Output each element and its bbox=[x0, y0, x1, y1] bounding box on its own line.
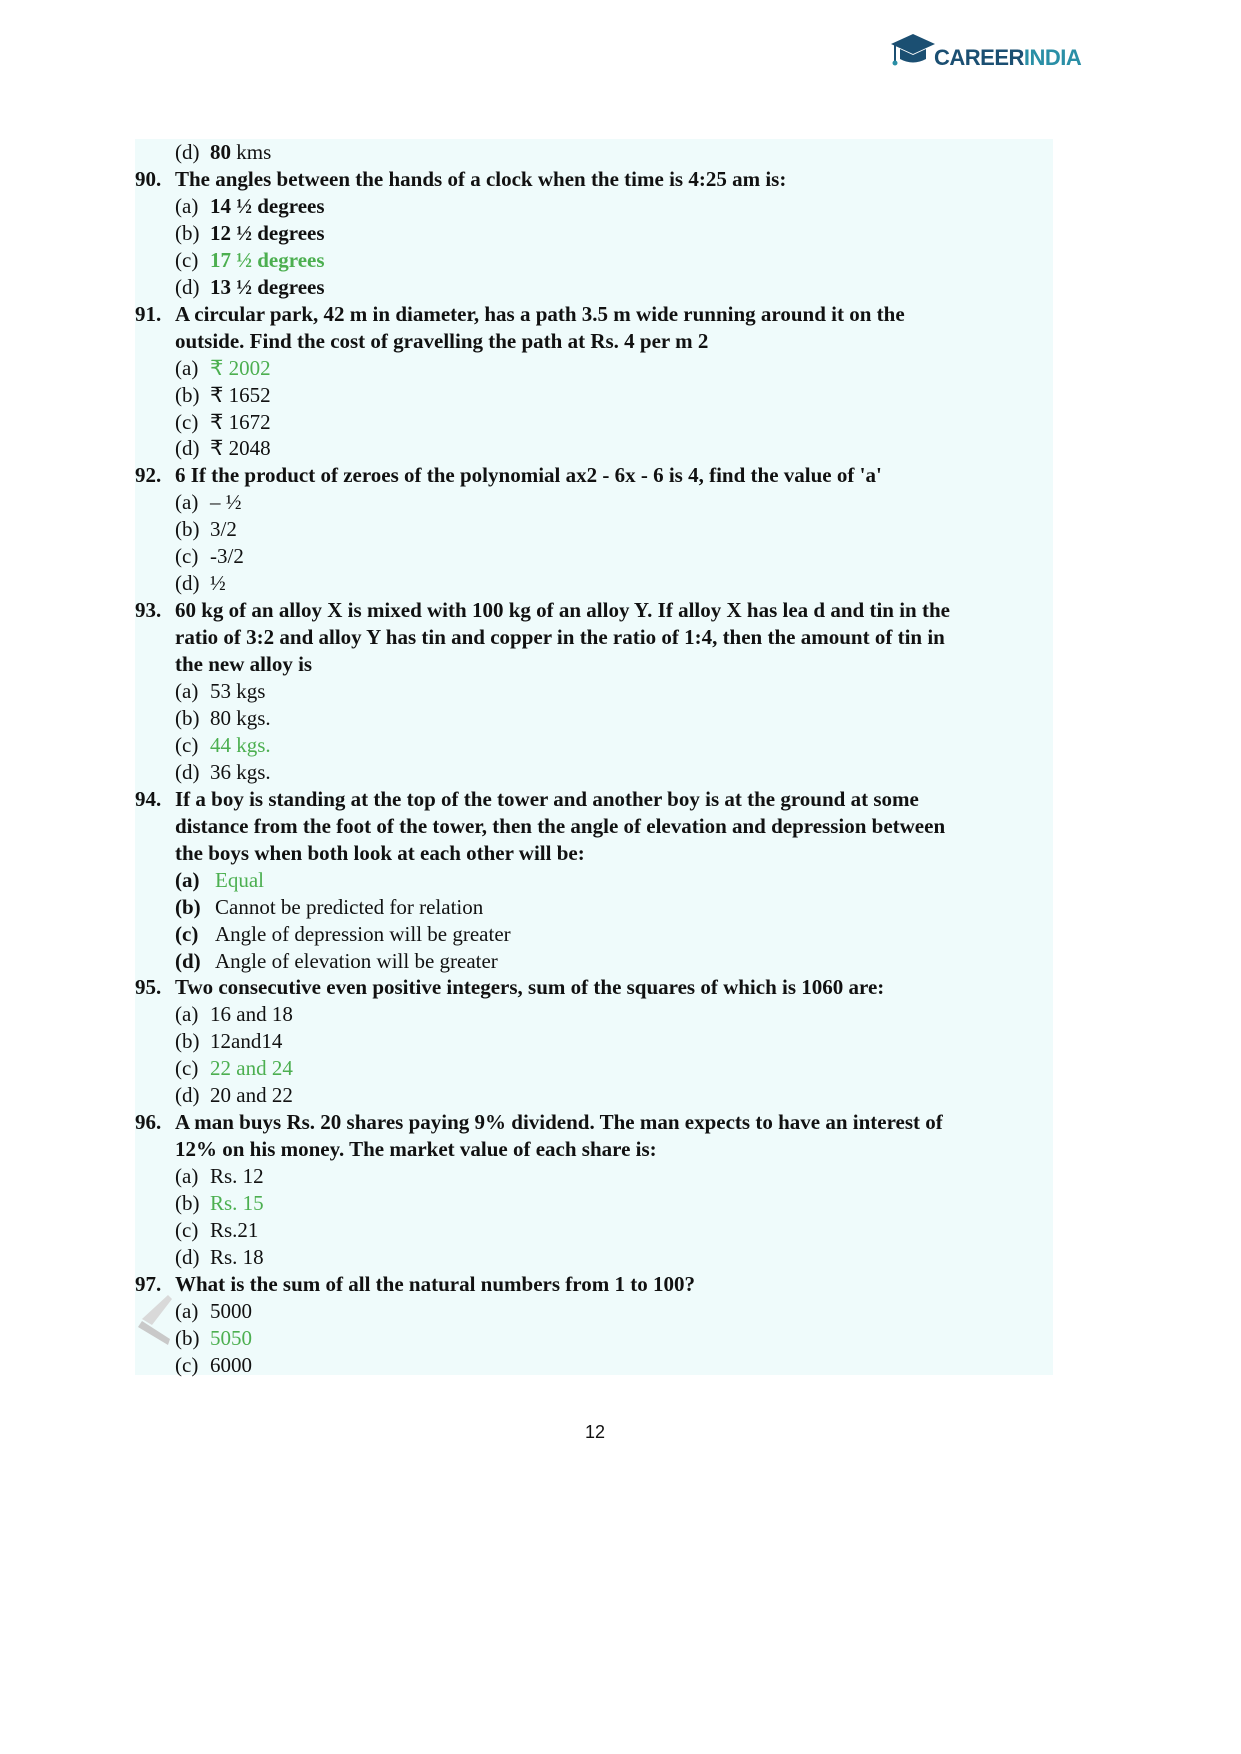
correct-option-text: 17 ½ degrees bbox=[210, 247, 325, 272]
option-text: 53 kgs bbox=[210, 679, 266, 703]
answer-option bbox=[175, 1082, 293, 1108]
option-label: (d) bbox=[175, 948, 201, 973]
answer-option bbox=[175, 409, 271, 435]
question-number: 90. bbox=[135, 166, 162, 191]
option-text: ₹ 1652 bbox=[210, 382, 271, 407]
option-label: (d) bbox=[175, 436, 200, 461]
option-text: 6000 bbox=[210, 1352, 252, 1377]
question-number: 94. bbox=[135, 786, 162, 811]
question-text: A circular park, 42 m in diameter, has a path 3.5 m wide running around it on the bbox=[175, 301, 905, 326]
answer-option bbox=[175, 382, 271, 408]
question-text: 6 If the product of zeroes of the polynomial ax2 - 6x - 6 is 4, find the value of 'a' bbox=[175, 463, 882, 488]
brand-word-career: CAREER bbox=[934, 45, 1024, 70]
question-text-continued: 12% on his money. The market value of each share is: bbox=[175, 1137, 657, 1162]
option-label: (a) bbox=[175, 1164, 199, 1189]
option-text: ½ bbox=[210, 571, 226, 596]
option-text: 80 bbox=[210, 140, 231, 164]
option-text: 3/2 bbox=[210, 517, 237, 542]
question-text: A man buys Rs. 20 shares paying 9% dividend. The man expects to have an interest of bbox=[175, 1110, 943, 1135]
question-line bbox=[135, 786, 919, 812]
graduation-cap-icon bbox=[890, 32, 936, 80]
option-label: (b) bbox=[175, 517, 200, 542]
option-text: 14 ½ degrees bbox=[210, 193, 325, 218]
answer-option bbox=[175, 543, 244, 569]
answer-option bbox=[175, 570, 226, 596]
answer-option bbox=[175, 1163, 264, 1189]
question-text: Two consecutive even positive integers, sum of the squares of which is 1060 are: bbox=[175, 975, 885, 1000]
question-number: 93. bbox=[135, 598, 162, 623]
answer-option bbox=[175, 139, 271, 165]
brand-word-india: INDIA bbox=[1023, 45, 1082, 70]
answer-option bbox=[175, 1217, 258, 1243]
option-text: 20 and 22 bbox=[210, 1083, 293, 1108]
question-text: 60 kg of an alloy X is mixed with 100 kg of an alloy Y. If alloy X has lea d and tin in the bbox=[175, 598, 950, 623]
option-label: (b) bbox=[175, 705, 200, 730]
option-text: 80 kgs. bbox=[210, 705, 271, 730]
correct-option-text: ₹ 2002 bbox=[210, 355, 271, 380]
question-text-continued: outside. Find the cost of gravelling the path at Rs. 4 per m 2 bbox=[175, 328, 709, 353]
question-list bbox=[135, 139, 1053, 1375]
option-label: (c) bbox=[175, 732, 199, 757]
answer-option bbox=[175, 705, 271, 731]
question-text: What is the sum of all the natural numbers from 1 to 100? bbox=[175, 1271, 695, 1296]
option-text: Rs. 18 bbox=[210, 1244, 264, 1269]
option-label: (c) bbox=[175, 1218, 199, 1242]
option-label: (d) bbox=[175, 571, 200, 596]
answer-option bbox=[175, 220, 325, 246]
option-label: (c) bbox=[175, 247, 199, 272]
question-number: 91. bbox=[135, 301, 162, 326]
question-line bbox=[135, 1109, 943, 1135]
question-text-continued: the new alloy is bbox=[175, 652, 313, 677]
correct-option-text: 44 kgs. bbox=[210, 732, 271, 757]
answer-option bbox=[175, 489, 242, 515]
option-label: (c) bbox=[175, 409, 199, 434]
question-number: 96. bbox=[135, 1110, 162, 1135]
answer-option bbox=[175, 193, 325, 219]
option-label: (c) bbox=[175, 544, 199, 569]
answer-option bbox=[175, 1325, 252, 1351]
question-line bbox=[135, 974, 884, 1000]
question-text: The angles between the hands of a clock when the time is 4:25 am is: bbox=[175, 166, 787, 191]
correct-option-text: 22 and 24 bbox=[210, 1056, 293, 1081]
option-label: (c) bbox=[175, 1352, 199, 1377]
question-line bbox=[135, 1271, 695, 1297]
question-number: 97. bbox=[135, 1271, 162, 1296]
question-text: If a boy is standing at the top of the tower and another boy is at the ground at some bbox=[175, 786, 919, 811]
answer-option bbox=[175, 435, 271, 461]
option-text: ₹ 1672 bbox=[210, 409, 271, 434]
answer-option bbox=[175, 516, 237, 542]
answer-option bbox=[175, 678, 265, 704]
option-text: 12and14 bbox=[210, 1029, 283, 1054]
page-number: 12 bbox=[584, 1422, 606, 1442]
answer-option bbox=[175, 1001, 293, 1027]
answer-option bbox=[175, 867, 264, 893]
answer-option bbox=[175, 355, 271, 381]
page-corner-mark bbox=[138, 1295, 178, 1345]
option-text: ₹ 2048 bbox=[210, 436, 271, 461]
answer-option bbox=[175, 1244, 264, 1270]
option-text: – ½ bbox=[210, 490, 242, 515]
answer-option bbox=[175, 247, 325, 273]
option-label: (b) bbox=[175, 220, 200, 245]
option-label: (b) bbox=[175, 1029, 200, 1054]
option-label: (d) bbox=[175, 1244, 200, 1269]
answer-option bbox=[175, 1028, 282, 1054]
option-label: (a) bbox=[175, 355, 199, 380]
question-line bbox=[135, 462, 882, 488]
option-label: (a) bbox=[175, 1298, 199, 1323]
question-text-continued: distance from the foot of the tower, then the angle of elevation and depression between bbox=[175, 813, 946, 838]
option-text: kms bbox=[231, 140, 272, 164]
answer-option bbox=[175, 894, 483, 920]
question-text-continued: the boys when both look at each other will be: bbox=[175, 840, 585, 865]
question-number: 92. bbox=[135, 463, 162, 488]
option-text: 12 ½ degrees bbox=[210, 220, 325, 245]
option-text: Angle of depression will be greater bbox=[215, 921, 511, 946]
option-label: (a) bbox=[175, 490, 199, 515]
option-text: Rs.21 bbox=[210, 1218, 259, 1242]
option-text: -3/2 bbox=[210, 544, 244, 569]
careerindia-logo bbox=[890, 32, 1080, 82]
brand-wordmark bbox=[934, 47, 1081, 69]
option-label: (c) bbox=[175, 1056, 199, 1081]
option-label: (b) bbox=[175, 1325, 200, 1350]
option-label: (d) bbox=[175, 140, 200, 164]
option-label: (b) bbox=[175, 894, 201, 919]
question-text-continued: ratio of 3:2 and alloy Y has tin and copper in the ratio of 1:4, then the amount of tin in bbox=[175, 625, 945, 650]
correct-option-text: Rs. 15 bbox=[210, 1191, 264, 1216]
answer-option bbox=[175, 732, 271, 758]
option-text: Rs. 12 bbox=[210, 1164, 264, 1189]
answer-option bbox=[175, 274, 325, 300]
option-label: (a) bbox=[175, 679, 199, 703]
answer-option bbox=[175, 1352, 252, 1378]
question-line bbox=[135, 597, 950, 623]
question-line bbox=[135, 301, 905, 327]
answer-option bbox=[175, 759, 271, 785]
correct-option-text: 5050 bbox=[210, 1325, 252, 1350]
option-text: 13 ½ degrees bbox=[210, 274, 325, 299]
option-label: (b) bbox=[175, 1191, 200, 1216]
option-label: (a) bbox=[175, 193, 199, 218]
option-text: Angle of elevation will be greater bbox=[215, 948, 498, 973]
option-label: (d) bbox=[175, 759, 200, 784]
option-label: (a) bbox=[175, 867, 200, 892]
answer-option bbox=[175, 948, 498, 974]
answer-option bbox=[175, 1298, 252, 1324]
option-label: (b) bbox=[175, 382, 200, 407]
option-text: Cannot be predicted for relation bbox=[215, 894, 484, 919]
option-label: (a) bbox=[175, 1002, 199, 1027]
option-text: 36 kgs. bbox=[210, 759, 271, 784]
answer-option bbox=[175, 921, 511, 947]
answer-option bbox=[175, 1055, 293, 1081]
option-label: (d) bbox=[175, 1083, 200, 1108]
option-text: 16 and 18 bbox=[210, 1002, 293, 1027]
option-label: (c) bbox=[175, 921, 199, 946]
answer-option bbox=[175, 1190, 264, 1216]
option-text: 5000 bbox=[210, 1298, 252, 1323]
question-line bbox=[135, 166, 786, 192]
option-label: (d) bbox=[175, 274, 200, 299]
correct-option-text: Equal bbox=[215, 867, 264, 892]
question-number: 95. bbox=[135, 975, 162, 1000]
